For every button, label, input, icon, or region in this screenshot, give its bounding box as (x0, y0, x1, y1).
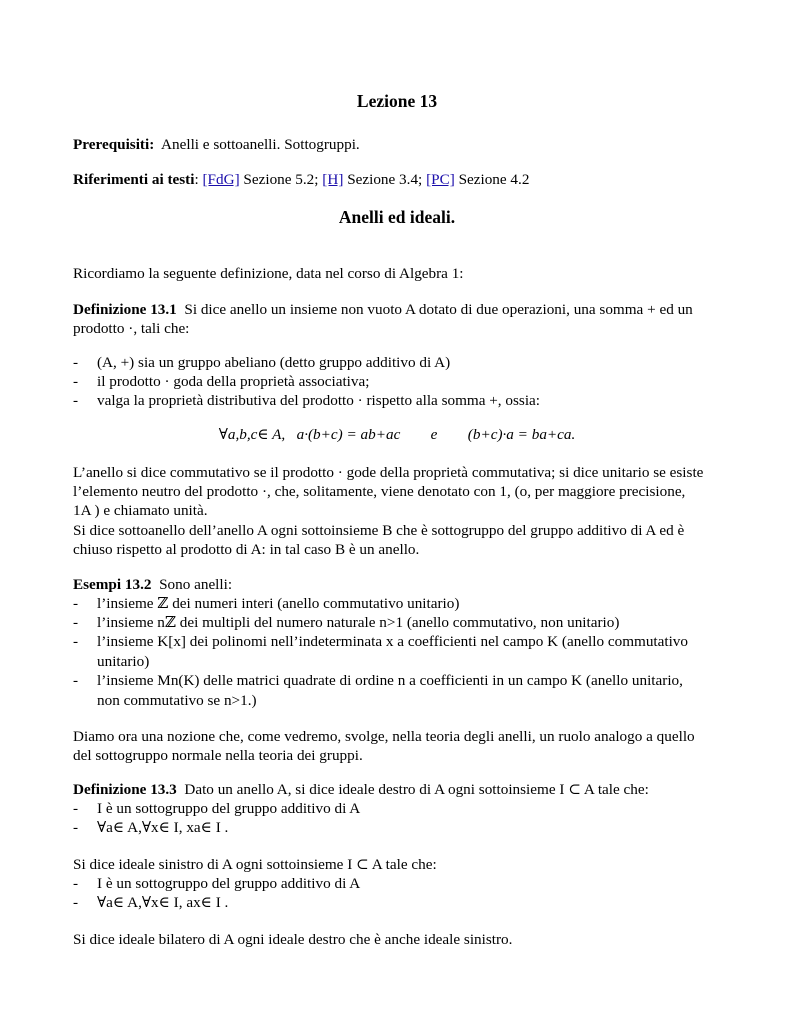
definition-13-1-label: Definizione 13.1 (73, 301, 177, 318)
bullet-dash: - (73, 392, 79, 409)
definition-item-2: il prodotto · goda della proprietà associativa; (97, 373, 370, 390)
examples-text: Sono anelli: (159, 576, 233, 593)
ref-link-pc[interactable]: [PC] (426, 171, 455, 188)
definition-item-3: valga la proprietà distributiva del prodotto · rispetto alla somma +, ossia: (97, 392, 540, 409)
para2-line2: del sottogruppo normale nella teoria dei gruppi. (73, 747, 363, 764)
definition-13-1 (73, 300, 721, 320)
ref-text-h: Sezione 3.4; (347, 171, 423, 188)
definition-13-1-line2: prodotto ·, tali che: (73, 320, 190, 337)
para1-line5: chiuso rispetto al prodotto di A: in tal caso B è un anello. (73, 541, 420, 558)
definition-13-1-line1: Si dice anello un insieme non vuoto A dotato di due operazioni, una somma + ed un (184, 301, 693, 318)
section-title: Anelli ed ideali. (338, 207, 456, 227)
example-item-4-cont: non commutativo se n>1.) (97, 692, 257, 709)
bullet-dash: - (73, 633, 79, 650)
para1-line3: 1A ) e chiamato unità. (73, 502, 208, 519)
bullet-dash: - (73, 373, 79, 390)
para1-line1: L’anello si dice commutativo se il prodotto · gode della proprietà commutativa; si dice unitario se esiste (73, 464, 704, 481)
left-ideal-item-1: I è un sottogruppo del gruppo additivo di A (97, 875, 361, 892)
prerequisites-text: Anelli e sottoanelli. Sottogruppi. (161, 136, 360, 153)
para1-line4: Si dice sottoanello dell’anello A ogni sottoinsieme B che è sottogruppo del gruppo additivo di A ed è (73, 522, 685, 539)
distributive-formula: ∀a,b,c∈ A, a·(b+c) = ab+ac e (b+c)·a = ba+ca. (218, 426, 576, 443)
example-item-3: l’insieme K[x] dei polinomi nell’indeterminata x a coefficienti nel campo K (anello commutativo (97, 633, 688, 650)
bullet-dash: - (73, 819, 79, 836)
references-label: Riferimenti ai testi (73, 171, 195, 188)
definition-13-3-text: Dato un anello A, si dice ideale destro di A ogni sottoinsieme I ⊂ A tale che: (184, 781, 649, 798)
bullet-dash: - (73, 875, 79, 892)
left-ideal-item-2: ∀a∈ A,∀x∈ I, ax∈ I . (97, 894, 229, 911)
right-ideal-item-2: ∀a∈ A,∀x∈ I, xa∈ I . (97, 819, 229, 836)
intro-text: Ricordiamo la seguente definizione, data nel corso di Algebra 1: (73, 265, 464, 282)
definition-13-3 (73, 780, 721, 800)
examples-heading (73, 575, 721, 595)
references-colon: : (194, 171, 199, 188)
prerequisites-label: Prerequisiti: (73, 136, 155, 153)
ref-link-fdg[interactable]: [FdG] (202, 171, 240, 188)
example-item-3-cont: unitario) (97, 653, 150, 670)
ref-text-fdg: Sezione 5.2; (243, 171, 319, 188)
bullet-dash: - (73, 894, 79, 911)
example-item-1: l’insieme ℤ dei numeri interi (anello commutativo unitario) (97, 595, 460, 612)
bullet-dash: - (73, 595, 79, 612)
bullet-dash: - (73, 800, 79, 817)
references-line (73, 170, 721, 190)
example-item-2: l’insieme nℤ dei multipli del numero naturale n>1 (anello commutativo, non unitario) (97, 614, 620, 631)
bullet-dash: - (73, 614, 79, 631)
prerequisites-line (73, 135, 721, 155)
definition-item-1: (A, +) sia un gruppo abeliano (detto gruppo additivo di A) (97, 354, 451, 371)
bullet-dash: - (73, 354, 79, 371)
examples-label: Esempi 13.2 (73, 576, 152, 593)
left-ideal-text: Si dice ideale sinistro di A ogni sottoinsieme I ⊂ A tale che: (73, 856, 437, 873)
lesson-title: Lezione 13 (356, 91, 438, 111)
example-item-4: l’insieme Mn(K) delle matrici quadrate di ordine n a coefficienti in un campo K (anello unitario, (97, 672, 683, 689)
para2-line1: Diamo ora una nozione che, come vedremo, svolge, nella teoria degli anelli, un ruolo analogo a quello (73, 728, 695, 745)
bullet-dash: - (73, 672, 79, 689)
definition-13-3-label: Definizione 13.3 (73, 781, 177, 798)
right-ideal-item-1: I è un sottogruppo del gruppo additivo di A (97, 800, 361, 817)
ref-link-h[interactable]: [H] (322, 171, 344, 188)
ref-text-pc: Sezione 4.2 (458, 171, 530, 188)
two-sided-ideal-text: Si dice ideale bilatero di A ogni ideale destro che è anche ideale sinistro. (73, 931, 513, 948)
para1-line2: l’elemento neutro del prodotto ·, che, solitamente, viene denotato con 1, (o, per maggiore precisione, (73, 483, 686, 500)
